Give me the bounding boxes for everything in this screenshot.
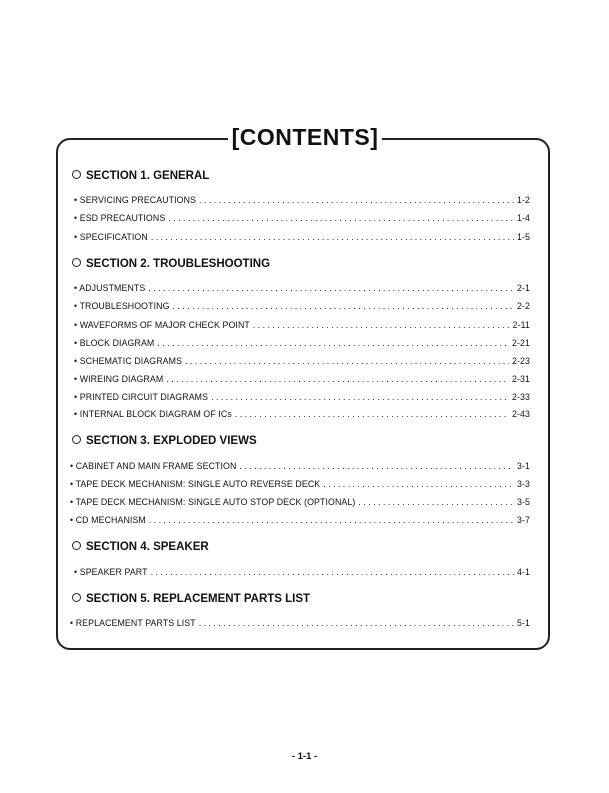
toc-entry: • SPECIFICATION . . . 1-5	[74, 232, 530, 242]
page-title: [CONTENTS]	[228, 121, 382, 153]
circle-bullet-icon	[72, 541, 81, 550]
toc-entry: • PRINTED CIRCUIT DIAGRAMS . . . 2-33	[74, 392, 530, 402]
toc-entry: • SERVICING PRECAUTIONS . . . 1-2	[74, 195, 530, 205]
toc-entry: • REPLACEMENT PARTS LIST . . . 5-1	[70, 618, 530, 628]
toc-entry: • ADJUSTMENTS . . . 2-1	[74, 283, 530, 293]
section-heading: SECTION 2. TROUBLESHOOTING	[72, 258, 270, 270]
toc-entry: • WAVEFORMS OF MAJOR CHECK POINT . . . 2-11	[74, 320, 530, 330]
toc-entry: • SPEAKER PART . . . 4-1	[74, 567, 530, 577]
section-heading: SECTION 3. EXPLODED VIEWS	[72, 435, 257, 447]
toc-entry: • ESD PRECAUTIONS . . . 1-4	[74, 213, 530, 223]
toc-entry: • CD MECHANISM . . . 3-7	[70, 515, 530, 525]
circle-bullet-icon	[72, 435, 81, 444]
page-number: - 1-1 -	[291, 751, 318, 762]
toc-entry: • SCHEMATIC DIAGRAMS . . . 2-23	[74, 356, 530, 366]
circle-bullet-icon	[72, 258, 81, 267]
circle-bullet-icon	[72, 593, 81, 602]
toc-entry: • TROUBLESHOOTING . . . 2-2	[74, 301, 530, 311]
toc-entry: • WIREING DIAGRAM . . . 2-31	[74, 374, 530, 384]
circle-bullet-icon	[72, 170, 81, 179]
toc-entry: • TAPE DECK MECHANISM: SINGLE AUTO REVERSE DECK . . . 3-3	[70, 479, 530, 489]
toc-entry: • CABINET AND MAIN FRAME SECTION . . . 3-1	[70, 461, 530, 471]
toc-entry: • INTERNAL BLOCK DIAGRAM OF ICs . . . 2-43	[74, 409, 530, 419]
section-heading: SECTION 4. SPEAKER	[72, 541, 209, 553]
section-heading: SECTION 1. GENERAL	[72, 170, 209, 182]
toc-entry: • TAPE DECK MECHANISM: SINGLE AUTO STOP DECK (OPTIONAL) . . . 3-5	[70, 497, 530, 507]
toc-entry: • BLOCK DIAGRAM . . . 2-21	[74, 338, 530, 348]
section-heading: SECTION 5. REPLACEMENT PARTS LIST	[72, 593, 310, 605]
